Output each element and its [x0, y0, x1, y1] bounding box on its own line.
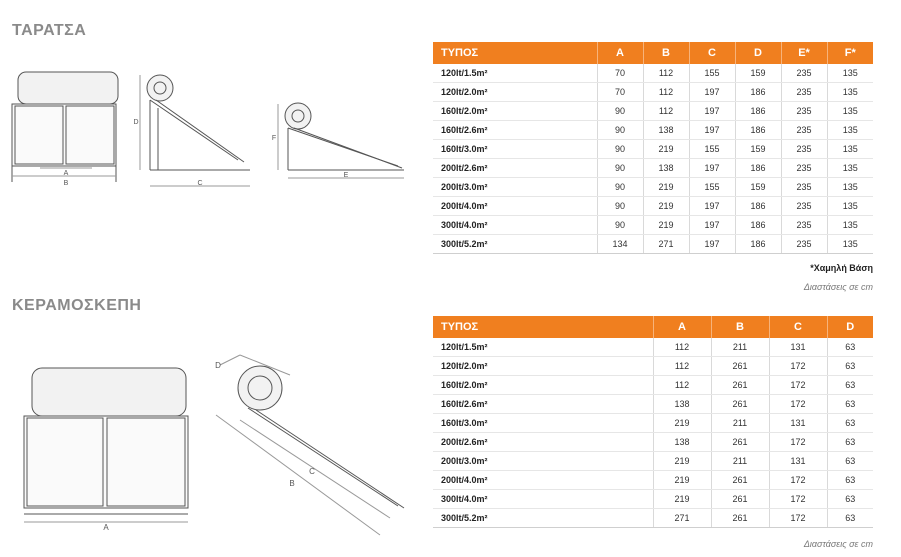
dimension-cell: 135 [827, 197, 873, 216]
dimension-cell: 63 [827, 338, 873, 357]
dim-label-b: B [63, 180, 69, 187]
column-header: ΤΥΠΟΣ [433, 316, 653, 338]
dim-label-d: D [133, 119, 139, 126]
dim-label-e: E [343, 172, 349, 179]
dimension-cell: 172 [769, 357, 827, 376]
type-cell: 160lt/2.6m² [433, 121, 597, 140]
dimension-cell: 138 [653, 395, 711, 414]
type-cell: 120lt/1.5m² [433, 64, 597, 83]
dimension-cell: 135 [827, 83, 873, 102]
tiled-roof-table-header [433, 316, 873, 338]
dimension-cell: 235 [781, 102, 827, 121]
dimension-cell: 219 [643, 197, 689, 216]
flat-front-view [12, 72, 118, 182]
table-row [433, 414, 873, 433]
type-cell: 120lt/2.0m² [433, 83, 597, 102]
table-row [433, 395, 873, 414]
tiled-front-view [24, 368, 188, 522]
type-cell: 160lt/2.6m² [433, 395, 653, 414]
tiled-roof-table [433, 316, 873, 528]
table-row [433, 357, 873, 376]
dimension-cell: 159 [735, 64, 781, 83]
dimension-cell: 138 [643, 159, 689, 178]
dimension-cell: 63 [827, 433, 873, 452]
dimension-cell: 235 [781, 140, 827, 159]
dimension-cell: 63 [827, 471, 873, 490]
dimension-cell: 135 [827, 140, 873, 159]
dimension-cell: 135 [827, 64, 873, 83]
tiled-side-view [216, 355, 404, 535]
dimension-cell: 219 [643, 178, 689, 197]
dimension-cell: 135 [827, 178, 873, 197]
dimension-cell: 219 [643, 140, 689, 159]
dimension-cell: 186 [735, 83, 781, 102]
dimension-cell: 90 [597, 102, 643, 121]
dimension-cell: 159 [735, 140, 781, 159]
dimension-cell: 112 [643, 102, 689, 121]
column-header: A [653, 316, 711, 338]
type-cell: 120lt/2.0m² [433, 357, 653, 376]
dimension-cell: 186 [735, 197, 781, 216]
column-header: D [735, 42, 781, 64]
dimension-cell: 211 [711, 414, 769, 433]
column-header: C [769, 316, 827, 338]
type-cell: 160lt/2.0m² [433, 376, 653, 395]
column-header: C [689, 42, 735, 64]
dimension-cell: 219 [653, 414, 711, 433]
dimension-cell: 90 [597, 121, 643, 140]
column-header: F* [827, 42, 873, 64]
dimension-cell: 155 [689, 64, 735, 83]
type-cell: 160lt/2.0m² [433, 102, 597, 121]
column-header: B [643, 42, 689, 64]
table-row [433, 338, 873, 357]
flat-roof-table-body [433, 64, 873, 254]
type-cell: 160lt/3.0m² [433, 140, 597, 159]
table-row [433, 197, 873, 216]
dimension-cell: 135 [827, 102, 873, 121]
dimension-cell: 186 [735, 102, 781, 121]
dimension-cell: 186 [735, 216, 781, 235]
flat-roof-footnote: *Χαμηλή Βάση [810, 263, 873, 273]
flat-roof-units-note: Διαστάσεις σε cm [803, 282, 873, 292]
dimension-cell: 261 [711, 376, 769, 395]
flat-side-view [140, 75, 250, 186]
dimension-cell: 219 [653, 471, 711, 490]
dim2-label-d: D [215, 361, 221, 370]
dim-label-a: A [63, 170, 69, 177]
flat-low-base-view [278, 103, 404, 178]
dimension-cell: 155 [689, 178, 735, 197]
dimension-cell: 186 [735, 159, 781, 178]
dimension-cell: 131 [769, 452, 827, 471]
type-cell: 300lt/4.0m² [433, 490, 653, 509]
dimension-cell: 197 [689, 121, 735, 140]
dimension-cell: 235 [781, 83, 827, 102]
dimension-cell: 112 [653, 376, 711, 395]
dimension-cell: 235 [781, 121, 827, 140]
column-header: D [827, 316, 873, 338]
dim2-label-b: B [289, 479, 295, 488]
dimension-cell: 271 [643, 235, 689, 254]
dimension-cell: 90 [597, 178, 643, 197]
dimension-cell: 63 [827, 376, 873, 395]
tiled-roof-diagram [24, 355, 404, 535]
dimension-cell: 235 [781, 159, 827, 178]
dimension-cell: 112 [643, 83, 689, 102]
table-row [433, 178, 873, 197]
dim2-label-a: A [103, 523, 109, 532]
type-cell: 200lt/3.0m² [433, 452, 653, 471]
dimension-cell: 134 [597, 235, 643, 254]
type-cell: 200lt/2.6m² [433, 159, 597, 178]
table-row [433, 376, 873, 395]
dimension-cell: 211 [711, 338, 769, 357]
dimension-cell: 197 [689, 235, 735, 254]
dimension-cell: 197 [689, 197, 735, 216]
dimension-cell: 186 [735, 235, 781, 254]
dimension-cell: 235 [781, 197, 827, 216]
dimension-cell: 131 [769, 414, 827, 433]
dimension-cell: 172 [769, 376, 827, 395]
table-row [433, 64, 873, 83]
dimension-cell: 197 [689, 216, 735, 235]
dimension-cell: 271 [653, 509, 711, 528]
dimension-cell: 112 [653, 357, 711, 376]
table-row [433, 235, 873, 254]
table-header-row [433, 42, 873, 64]
type-cell: 300lt/5.2m² [433, 235, 597, 254]
dimension-cell: 155 [689, 140, 735, 159]
table-row [433, 216, 873, 235]
dimension-cell: 211 [711, 452, 769, 471]
dimension-cell: 261 [711, 395, 769, 414]
dimension-cell: 172 [769, 433, 827, 452]
dimension-cell: 261 [711, 433, 769, 452]
dimension-cell: 70 [597, 83, 643, 102]
dimension-cell: 63 [827, 490, 873, 509]
column-header: ΤΥΠΟΣ [433, 42, 597, 64]
table-row [433, 121, 873, 140]
dimension-cell: 112 [643, 64, 689, 83]
dimension-cell: 186 [735, 121, 781, 140]
dimension-cell: 90 [597, 216, 643, 235]
dimension-cell: 63 [827, 357, 873, 376]
dimension-cell: 159 [735, 178, 781, 197]
table-row [433, 433, 873, 452]
type-cell: 300lt/4.0m² [433, 216, 597, 235]
type-cell: 300lt/5.2m² [433, 509, 653, 528]
dimension-cell: 172 [769, 490, 827, 509]
flat-roof-table [433, 42, 873, 254]
dimension-cell: 261 [711, 357, 769, 376]
dimension-cell: 90 [597, 159, 643, 178]
dimension-cell: 235 [781, 178, 827, 197]
column-header: E* [781, 42, 827, 64]
type-cell: 200lt/4.0m² [433, 471, 653, 490]
dimension-cell: 63 [827, 509, 873, 528]
dimension-cell: 138 [653, 433, 711, 452]
column-header: A [597, 42, 643, 64]
dimension-cell: 70 [597, 64, 643, 83]
dimension-cell: 135 [827, 159, 873, 178]
table-header-row [433, 316, 873, 338]
dimension-cell: 135 [827, 121, 873, 140]
section-title-tiled-roof: ΚΕΡΑΜΟΣΚΕΠΗ [12, 297, 142, 314]
table-row [433, 452, 873, 471]
type-cell: 120lt/1.5m² [433, 338, 653, 357]
table-row [433, 159, 873, 178]
tiled-roof-table-body [433, 338, 873, 528]
section-title-flat-roof: ΤΑΡΑΤΣΑ [12, 22, 87, 39]
dim-label-c: C [197, 180, 203, 187]
table-row [433, 471, 873, 490]
dimension-cell: 261 [711, 509, 769, 528]
dim-label-f: F [271, 135, 277, 142]
table-row [433, 490, 873, 509]
type-cell: 200lt/2.6m² [433, 433, 653, 452]
table-row [433, 140, 873, 159]
dimension-cell: 219 [653, 490, 711, 509]
dimension-cell: 219 [643, 216, 689, 235]
dimension-cell: 90 [597, 140, 643, 159]
dimension-cell: 172 [769, 471, 827, 490]
type-cell: 160lt/3.0m² [433, 414, 653, 433]
dimension-cell: 112 [653, 338, 711, 357]
dimension-cell: 219 [653, 452, 711, 471]
dimension-cell: 63 [827, 414, 873, 433]
dimension-cell: 135 [827, 235, 873, 254]
dimension-cell: 235 [781, 216, 827, 235]
dimension-cell: 172 [769, 509, 827, 528]
dimension-cell: 63 [827, 395, 873, 414]
dimension-cell: 138 [643, 121, 689, 140]
type-cell: 200lt/4.0m² [433, 197, 597, 216]
flat-roof-table-header [433, 42, 873, 64]
dimension-cell: 197 [689, 83, 735, 102]
dimension-cell: 63 [827, 452, 873, 471]
dimension-cell: 261 [711, 471, 769, 490]
type-cell: 200lt/3.0m² [433, 178, 597, 197]
dimension-cell: 261 [711, 490, 769, 509]
column-header: B [711, 316, 769, 338]
dimension-cell: 197 [689, 102, 735, 121]
dimension-cell: 131 [769, 338, 827, 357]
dimension-cell: 90 [597, 197, 643, 216]
dimension-cell: 135 [827, 216, 873, 235]
dimension-cell: 172 [769, 395, 827, 414]
dimension-cell: 235 [781, 235, 827, 254]
dimension-cell: 197 [689, 159, 735, 178]
table-row [433, 83, 873, 102]
dim2-label-c: C [309, 467, 315, 476]
tiled-roof-units-note: Διαστάσεις σε cm [803, 539, 873, 549]
table-row [433, 102, 873, 121]
table-row [433, 509, 873, 528]
dimension-cell: 235 [781, 64, 827, 83]
